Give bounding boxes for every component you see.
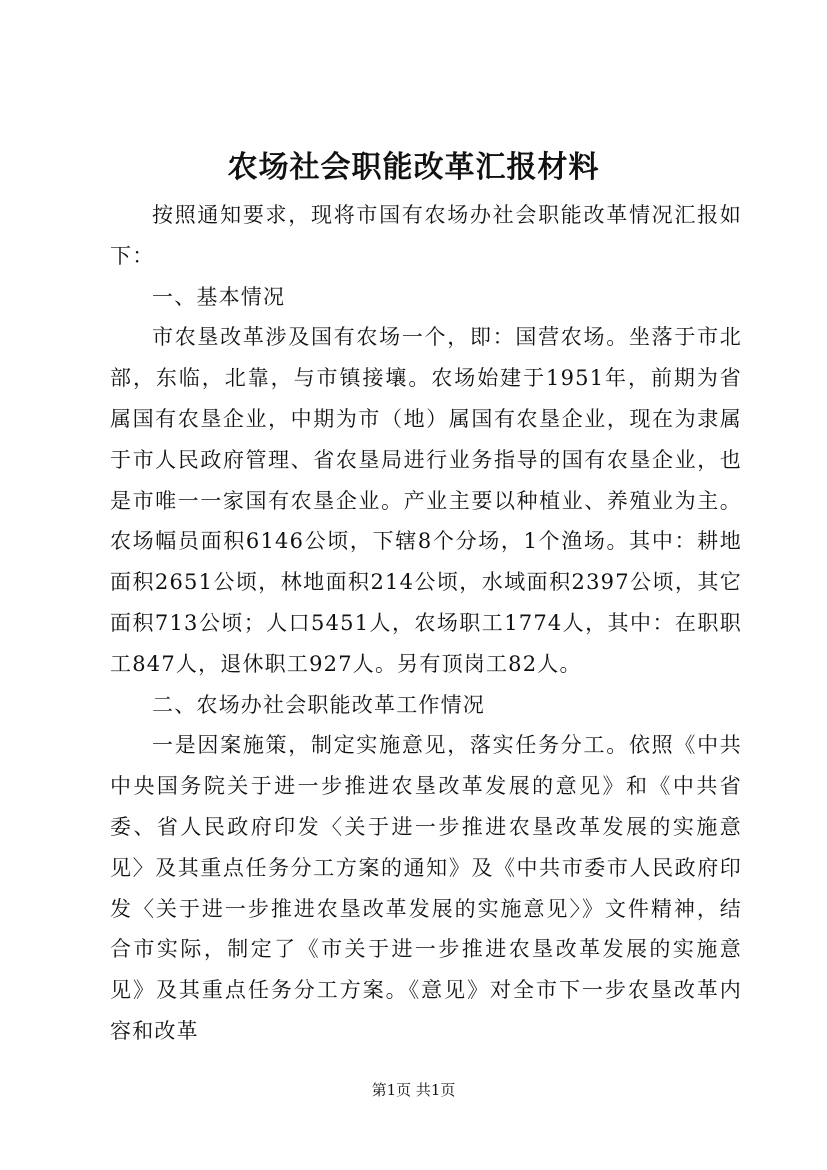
section-heading-basic-situation: 一、基本情况 [152,284,286,309]
section-heading-reform-work: 二、农场办社会职能改革工作情况 [152,692,485,717]
paragraph-intro: 按照通知要求，现将市国有农场办社会职能改革情况汇报如下： [110,203,742,268]
paragraph-basic-situation: 市农垦改革涉及国有农场一个，即：国营农场。坐落于市北部，东临，北靠，与市镇接壤。农场始建于1951年，前期为省属国有农垦企业，中期为市（地）属国有农垦企业，现在为隶属于市人民政府管理、省农垦局进行业务指导的国有农垦企业，也是市唯一一家国有农垦企业。产业主要以种植业、养殖业为主。农场幅员面积6146公顷，下辖8个分场，1个渔场。其中：耕地面积2651公顷，林地面积214公顷，水域面积2397公顷，其它面积713公顷；人口5451人，农场职工1774人，其中：在职职工847人，退休职工927人。另有顶岗工82人。 [110,325,742,676]
page-footer: 第1页 共1页 [371,1081,456,1099]
document-title: 农场社会职能改革汇报材料 [227,150,600,185]
paragraph-reform-work: 一是因案施策，制定实施意见，落实任务分工。依照《中共中央国务院关于进一步推进农垦改革发展的意见》和《中共省委、省人民政府印发〈关于进一步推进农垦改革发展的实施意见〉及其重点任务分工方案的通知》及《中共市委市人民政府印发〈关于进一步推进农垦改革发展的实施意见〉》文件精神，结合市实际，制定了《市关于进一步推进农垦改革发展的实施意见》及其重点任务分工方案。《意见》对全市下一步农垦改革内容和改革 [110,733,742,1043]
document-body [110,195,742,1052]
